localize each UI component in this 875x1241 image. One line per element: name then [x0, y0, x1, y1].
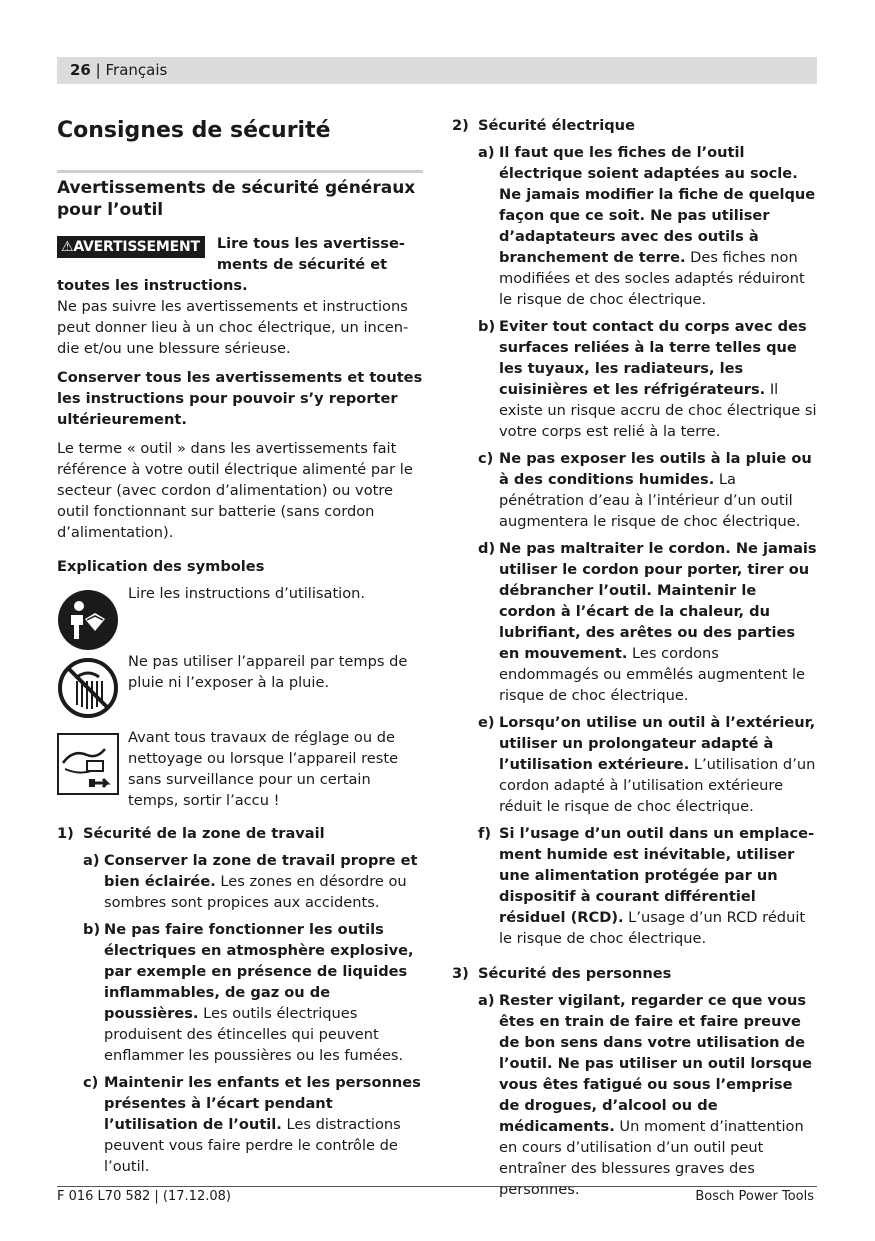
list-item — [478, 142, 817, 310]
item-text: Les outils électriques produisent des étincelles qui peuvent enflammer les poussières ou les fumées. — [104, 1005, 404, 1064]
header-language: Français — [105, 61, 168, 79]
warning-bold-text: Lire tous les avertissements de sécurité et toutes les instructions. — [57, 235, 405, 294]
item-bold: Conserver la zone de travail propre et bien éclairée. — [104, 852, 418, 890]
item-bold: Si l’usage d’un outil dans un emplacement humide est inévitable, utiliser une alimentation protégée par un dispositif à courant différentiel résiduel (RCD). — [499, 825, 815, 926]
item-bold: Ne pas exposer les outils à la pluie ou à des conditions humides. — [499, 450, 812, 488]
section-heading — [57, 823, 423, 844]
item-text: L’utilisation d’un cordon adapté à l’utilisation extérieure réduit le risque de choc électrique. — [499, 756, 816, 815]
symbols-heading: Explication des symboles — [57, 558, 265, 575]
list-item — [478, 712, 817, 817]
list-item — [478, 823, 817, 949]
item-letter: b) — [83, 921, 101, 938]
item-letter: a) — [83, 852, 100, 869]
footer-brand: Bosch Power Tools — [695, 1189, 814, 1204]
warning-block — [57, 233, 423, 359]
page-header — [57, 57, 817, 84]
term-paragraph: Le terme « outil » dans les avertissements fait référence à votre outil électrique alimenté par le secteur (avec cordon d’alimentation) ou votre outil fonctionnant sur batterie (sans cordon d’alimentation). — [57, 440, 413, 541]
symbol-text: Avant tous travaux de réglage ou de nettoyage ou lorsque l’appareil reste sans surveillance pour un certain temps, sortir l’accu ! — [128, 729, 399, 809]
symbol-row — [57, 727, 423, 811]
section-subtitle: Avertissements de sécurité généraux pour l’outil — [57, 178, 416, 220]
item-letter: e) — [478, 714, 495, 731]
no-rain-icon — [57, 657, 119, 719]
remove-battery-icon — [57, 733, 119, 795]
item-text: L’usage d’un RCD réduit le risque de choc électrique. — [499, 909, 806, 947]
header-separator: | — [95, 61, 101, 79]
warning-badge — [57, 236, 205, 258]
footer-doc-id: F 016 L70 582 | (17.12.08) — [57, 1189, 231, 1204]
right-column — [452, 115, 817, 1200]
section-title: Sécurité électrique — [478, 117, 635, 134]
list-item — [478, 990, 817, 1200]
list-item — [83, 1072, 423, 1177]
page-footer — [57, 1186, 817, 1208]
page-title: Consignes de sécurité — [57, 118, 331, 143]
symbol-text: Lire les instructions d’utilisation. — [128, 585, 366, 602]
item-letter: f) — [478, 825, 492, 842]
item-bold: Lorsqu’on utilise un outil à l’extérieur, utiliser un prolongateur adapté à l’utilisation extérieure. — [499, 714, 816, 773]
section-number: 3) — [452, 965, 469, 982]
item-letter: d) — [478, 540, 496, 557]
warning-badge-label: AVERTISSEMENT — [73, 239, 200, 255]
list-item — [478, 316, 817, 442]
symbol-row — [57, 583, 423, 645]
item-text: La pénétration d’eau à l’intérieur d’un outil augmentera le risque de choc électrique. — [499, 471, 801, 530]
warning-text: Ne pas suivre les avertissements et instructions peut donner lieu à un choc électrique, un incendie et/ou une blessure sérieuse. — [57, 298, 409, 357]
list-item — [83, 850, 423, 913]
item-letter: a) — [478, 992, 495, 1009]
item-text: Les distractions peuvent vous faire perdre le contrôle de l’outil. — [104, 1116, 401, 1175]
section-number: 2) — [452, 117, 469, 134]
section-divider — [57, 170, 423, 173]
item-letter: c) — [83, 1074, 99, 1091]
item-bold: Ne pas maltraiter le cordon. Ne jamais utiliser le cordon pour porter, tirer ou débrancher l’outil. Maintenir le cordon à l’écart de la chaleur, du lubrifiant, des arêtes ou des parties en mouvement. — [499, 540, 817, 662]
section-number: 1) — [57, 825, 74, 842]
list-item — [478, 448, 817, 532]
section-heading — [452, 963, 817, 984]
page-number: 26 — [70, 61, 91, 79]
item-letter: a) — [478, 144, 495, 161]
symbol-row — [57, 651, 423, 721]
item-text: Des fiches non modifiées et des socles adaptés réduiront le risque de choc électrique. — [499, 249, 805, 308]
item-text: Un moment d’inattention en cours d’utilisation d’un outil peut entraîner des blessures graves des personnes. — [499, 1118, 804, 1198]
keep-instructions: Conserver tous les avertissements et toutes les instructions pour pouvoir s’y reporter ultérieurement. — [57, 369, 423, 428]
item-bold: Maintenir les enfants et les personnes présentes à l’écart pendant l’utilisation de l’outil. — [104, 1074, 421, 1133]
item-letter: b) — [478, 318, 496, 335]
item-text: Il existe un risque accru de choc électrique si votre corps est relié à la terre. — [499, 381, 817, 440]
warning-triangle-icon: ⚠ — [61, 239, 74, 255]
list-item — [83, 919, 423, 1066]
item-text: Les cordons endommagés ou emmêlés augmentent le risque de choc électrique. — [499, 645, 806, 704]
item-bold: Rester vigilant, regarder ce que vous êtes en train de faire et faire preuve de bon sens dans votre utilisation de l’outil. Ne pas utiliser un outil lorsque vous êtes fatigué ou sous l’emprise de drogues, d’alcool ou de médicaments. — [499, 992, 813, 1135]
list-item — [478, 538, 817, 706]
item-bold: Ne pas faire fonctionner les outils électriques en atmosphère explosive, par exemple en présence de liquides inflammables, de gaz ou de poussières. — [104, 921, 414, 1022]
item-text: Les zones en désordre ou sombres sont propices aux accidents. — [104, 873, 407, 911]
section-title: Sécurité de la zone de travail — [83, 825, 325, 842]
section-title: Sécurité des personnes — [478, 965, 672, 982]
symbol-text: Ne pas utiliser l’appareil par temps de pluie ni l’exposer à la pluie. — [128, 653, 408, 691]
read-manual-icon — [57, 589, 119, 651]
item-bold: Il faut que les fiches de l’outil électrique soient adaptées au socle. Ne jamais modifier la fiche de quelque façon que ce soit. Ne pas utiliser d’adaptateurs avec des outils à branchement de terre. — [499, 144, 816, 266]
section-heading — [452, 115, 817, 136]
item-bold: Eviter tout contact du corps avec des surfaces reliées à la terre telles que les tuyaux, les radiateurs, les cuisinières et les réfrigérateurs. — [499, 318, 807, 398]
item-letter: c) — [478, 450, 494, 467]
left-column — [57, 112, 423, 1177]
